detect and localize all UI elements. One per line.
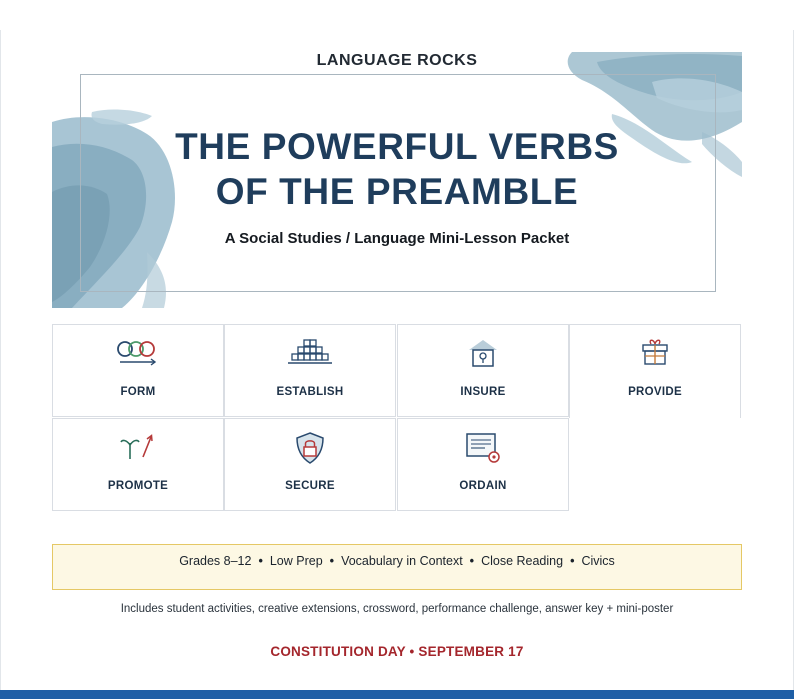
subtitle: A Social Studies / Language Mini-Lesson Packet xyxy=(224,230,570,247)
strip-separator: • xyxy=(329,554,335,568)
strip-item-close-reading: Close Reading xyxy=(481,554,564,568)
strip-item-civics: Civics xyxy=(581,554,615,568)
title-line-2: OF THE PREAMBLE xyxy=(215,171,579,212)
sprout-arrow-icon xyxy=(118,431,158,463)
verb-label: ESTABLISH xyxy=(276,386,344,398)
document-seal-icon xyxy=(463,431,503,465)
house-icon xyxy=(466,337,500,369)
verb-grid xyxy=(52,324,742,512)
verb-label: FORM xyxy=(120,386,156,398)
brand-label xyxy=(52,52,742,70)
title-line-1: THE POWERFUL VERBS xyxy=(175,126,619,167)
verb-label: PROVIDE xyxy=(628,386,682,398)
verb-card-provide xyxy=(569,324,741,418)
shield-lock-icon xyxy=(293,431,327,465)
info-strip xyxy=(52,544,742,590)
brand-text: LANGUAGE ROCKS xyxy=(299,52,496,69)
verb-label: PROMOTE xyxy=(107,480,169,492)
verb-card-form xyxy=(52,324,224,417)
verb-card-insure xyxy=(397,324,569,417)
strip-item-grades: Grades 8–12 xyxy=(179,554,252,568)
constitution-day-label: CONSTITUTION DAY • SEPTEMBER 17 xyxy=(270,644,524,659)
gift-box-icon xyxy=(638,337,672,369)
verb-card-establish xyxy=(224,324,396,417)
verb-card-secure xyxy=(224,418,396,511)
bottom-accent-bar xyxy=(0,690,794,699)
page-edge-left xyxy=(0,30,1,690)
strip-item-prep: Low Prep xyxy=(269,554,323,568)
linked-rings-icon xyxy=(116,337,160,367)
strip-separator: • xyxy=(258,554,263,568)
verb-label: INSURE xyxy=(460,386,506,398)
verb-card-promote xyxy=(52,418,224,511)
verb-card-ordain xyxy=(397,418,569,511)
strip-separator: • xyxy=(570,554,575,568)
verb-label: SECURE xyxy=(285,480,335,492)
includes-text: Includes student activities, creative extensions, crossword, performance challenge, answer key + mini-poster xyxy=(120,603,674,615)
strip-separator: • xyxy=(469,554,475,568)
stacked-blocks-icon xyxy=(285,337,335,367)
verb-label: ORDAIN xyxy=(459,480,507,492)
cover-banner xyxy=(52,52,742,308)
strip-item-vocabulary: Vocabulary in Context xyxy=(341,554,463,568)
